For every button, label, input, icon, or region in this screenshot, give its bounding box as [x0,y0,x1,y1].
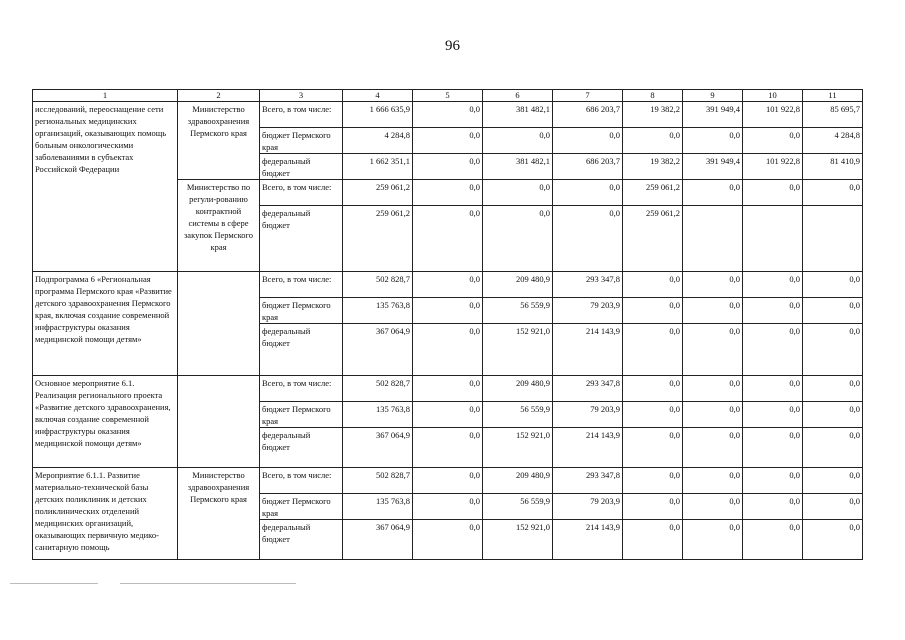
value-cell: 4 284,8 [803,128,863,154]
value-cell: 686 203,7 [553,102,623,128]
value-cell: 101 922,8 [743,154,803,180]
value-cell: 135 763,8 [343,402,413,428]
value-cell: 381 482,1 [483,154,553,180]
header-row [33,90,863,102]
value-cell: 0,0 [803,402,863,428]
value-cell: 0,0 [623,376,683,402]
funding-source: Всего, в том числе: [260,468,343,494]
column-number-3: 3 [260,90,343,102]
column-number-7: 7 [553,90,623,102]
executor: Министерство по регули-рованию контрактной системы в сфере закупок Пермского края [178,180,260,272]
value-cell: 0,0 [803,494,863,520]
table-row [33,272,863,298]
value-cell: 0,0 [623,324,683,376]
value-cell: 0,0 [683,468,743,494]
value-cell: 0,0 [413,298,483,324]
column-number-11: 11 [803,90,863,102]
value-cell: 0,0 [623,468,683,494]
value-cell: 135 763,8 [343,494,413,520]
value-cell: 4 284,8 [343,128,413,154]
value-cell: 0,0 [553,206,623,272]
value-cell: 0,0 [413,180,483,206]
value-cell: 0,0 [483,180,553,206]
funding-source: федеральный бюджет [260,520,343,560]
value-cell: 101 922,8 [743,102,803,128]
value-cell: 0,0 [743,376,803,402]
value-cell: 0,0 [743,298,803,324]
value-cell: 0,0 [803,468,863,494]
value-cell: 214 143,9 [553,428,623,468]
value-cell: 0,0 [683,128,743,154]
item-name: Основное мероприятие 6.1. Реализация регионального проекта «Развитие детского здравоохранения, включая создание современной инфраструктуры оказания медицинской помощи детям» [33,376,178,468]
executor [178,272,260,376]
value-cell: 293 347,8 [553,272,623,298]
column-number-10: 10 [743,90,803,102]
value-cell: 209 480,9 [483,272,553,298]
value-cell: 214 143,9 [553,520,623,560]
value-cell: 135 763,8 [343,298,413,324]
value-cell: 0,0 [683,402,743,428]
column-number-5: 5 [413,90,483,102]
funding-source: федеральный бюджет [260,324,343,376]
bottom-rule-left [10,583,98,584]
value-cell: 85 695,7 [803,102,863,128]
value-cell: 502 828,7 [343,468,413,494]
value-cell: 0,0 [413,428,483,468]
value-cell: 0,0 [683,376,743,402]
value-cell: 0,0 [743,402,803,428]
value-cell: 0,0 [623,128,683,154]
value-cell: 0,0 [683,520,743,560]
value-cell: 79 203,9 [553,494,623,520]
value-cell [743,206,803,272]
value-cell: 391 949,4 [683,154,743,180]
value-cell: 0,0 [743,428,803,468]
value-cell: 0,0 [803,180,863,206]
value-cell: 0,0 [683,298,743,324]
value-cell: 214 143,9 [553,324,623,376]
value-cell: 502 828,7 [343,272,413,298]
value-cell: 56 559,9 [483,402,553,428]
value-cell: 0,0 [413,102,483,128]
value-cell: 381 482,1 [483,102,553,128]
funding-source: бюджет Пермского края [260,494,343,520]
value-cell: 0,0 [413,154,483,180]
value-cell: 0,0 [413,376,483,402]
value-cell: 0,0 [413,468,483,494]
value-cell: 19 382,2 [623,154,683,180]
value-cell: 259 061,2 [343,180,413,206]
page-number: 96 [445,38,460,54]
funding-source: Всего, в том числе: [260,272,343,298]
column-number-1: 1 [33,90,178,102]
bottom-rule-middle [120,583,296,584]
funding-source: федеральный бюджет [260,154,343,180]
item-name: исследований, переоснащение сети региональных медицинских организаций, оказывающих помощь больным онкологическими заболеваниями в субъектах Российской Федерации [33,102,178,272]
value-cell: 0,0 [413,128,483,154]
value-cell: 259 061,2 [343,206,413,272]
value-cell: 0,0 [413,520,483,560]
value-cell: 0,0 [803,298,863,324]
column-number-9: 9 [683,90,743,102]
value-cell: 209 480,9 [483,376,553,402]
executor: Министерство здравоохранения Пермского края [178,102,260,180]
funding-source: бюджет Пермского края [260,298,343,324]
value-cell: 0,0 [683,428,743,468]
value-cell: 367 064,9 [343,324,413,376]
executor: Министерство здравоохранения Пермского края [178,468,260,560]
value-cell: 391 949,4 [683,102,743,128]
executor [178,376,260,468]
value-cell: 259 061,2 [623,180,683,206]
value-cell: 19 382,2 [623,102,683,128]
value-cell: 0,0 [803,428,863,468]
funding-source: бюджет Пермского края [260,402,343,428]
value-cell: 0,0 [553,128,623,154]
item-name: Мероприятие 6.1.1. Развитие материально-технической базы детских поликлиник и детских поликлинических отделений медицинских организаций, оказывающих первичную медико-санитарную помощь [33,468,178,560]
table-row [33,102,863,128]
value-cell: 0,0 [623,520,683,560]
value-cell: 0,0 [623,272,683,298]
value-cell [683,206,743,272]
value-cell: 0,0 [623,298,683,324]
value-cell: 0,0 [743,324,803,376]
value-cell: 367 064,9 [343,428,413,468]
column-number-8: 8 [623,90,683,102]
value-cell: 0,0 [683,494,743,520]
value-cell: 502 828,7 [343,376,413,402]
value-cell: 152 921,0 [483,428,553,468]
table-body [33,90,863,560]
value-cell: 293 347,8 [553,468,623,494]
value-cell: 293 347,8 [553,376,623,402]
value-cell: 367 064,9 [343,520,413,560]
value-cell: 0,0 [803,324,863,376]
value-cell: 0,0 [623,428,683,468]
value-cell: 0,0 [683,272,743,298]
value-cell: 0,0 [413,324,483,376]
value-cell: 1 666 635,9 [343,102,413,128]
funding-source: Всего, в том числе: [260,180,343,206]
value-cell: 0,0 [413,206,483,272]
table-row [33,468,863,494]
value-cell: 0,0 [743,272,803,298]
value-cell: 79 203,9 [553,402,623,428]
value-cell [803,206,863,272]
value-cell: 152 921,0 [483,520,553,560]
value-cell: 56 559,9 [483,494,553,520]
value-cell: 0,0 [623,402,683,428]
value-cell: 259 061,2 [623,206,683,272]
value-cell: 79 203,9 [553,298,623,324]
value-cell: 81 410,9 [803,154,863,180]
value-cell: 0,0 [623,494,683,520]
value-cell: 0,0 [743,180,803,206]
value-cell: 0,0 [803,272,863,298]
column-number-6: 6 [483,90,553,102]
value-cell: 0,0 [743,468,803,494]
funding-source: бюджет Пермского края [260,128,343,154]
value-cell: 0,0 [743,520,803,560]
value-cell: 0,0 [743,494,803,520]
funding-source: федеральный бюджет [260,206,343,272]
value-cell: 0,0 [483,206,553,272]
value-cell: 0,0 [803,376,863,402]
funding-source: Всего, в том числе: [260,102,343,128]
value-cell: 152 921,0 [483,324,553,376]
value-cell: 0,0 [803,520,863,560]
value-cell: 0,0 [483,128,553,154]
column-number-4: 4 [343,90,413,102]
value-cell: 0,0 [683,180,743,206]
value-cell: 0,0 [413,272,483,298]
value-cell: 0,0 [683,324,743,376]
value-cell: 0,0 [413,402,483,428]
funding-source: федеральный бюджет [260,428,343,468]
budget-table [32,89,863,560]
value-cell: 209 480,9 [483,468,553,494]
funding-source: Всего, в том числе: [260,376,343,402]
value-cell: 0,0 [413,494,483,520]
column-number-2: 2 [178,90,260,102]
value-cell: 0,0 [743,128,803,154]
value-cell: 1 662 351,1 [343,154,413,180]
value-cell: 0,0 [553,180,623,206]
table-row [33,376,863,402]
item-name: Подпрограмма 6 «Региональная программа Пермского края «Развитие детского здравоохранения Пермского края, включая создание современной инфраструктуры оказания медицинской помощи детям» [33,272,178,376]
value-cell: 686 203,7 [553,154,623,180]
value-cell: 56 559,9 [483,298,553,324]
